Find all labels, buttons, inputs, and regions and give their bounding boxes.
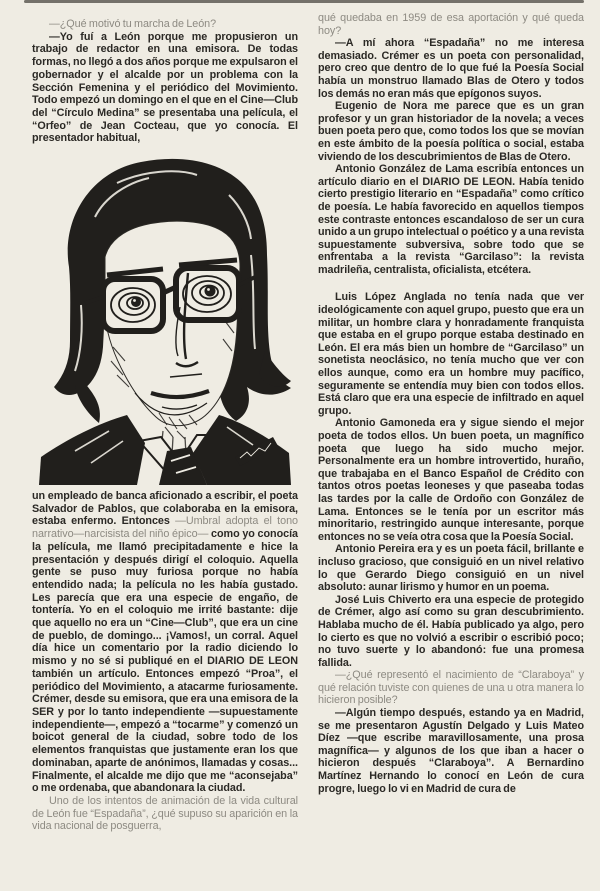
interviewer-question: Uno de los intentos de animación de la vida cultural de León fue “Espadaña”, ¿qué supuso su aparición en la vida nacional de posguerra, — [32, 794, 298, 833]
interviewer-question-continued: qué quedaba en 1959 de esa aportación y qué queda hoy? — [318, 12, 584, 37]
interviewee-answer: Antonio Pereira era y es un poeta fácil, brillante e incluso gracioso, que consiguió en un nivel relativo lo que Gerardo Diego consiguió en un nivel absoluto: aunar lirismo y humor en un poema. — [318, 543, 584, 594]
left-column — [32, 18, 298, 833]
interviewee-answer: José Luis Chiverto era una especie de protegido de Crémer, algo así como su gran descubrimiento. Hablaba mucho de él. Había publicado ya algo, pero lo cierto es que no volvió a escribir o escribió poco; no tuvo suerte y lo abandonó: fue una promesa fallida. — [318, 593, 584, 669]
answer-text: como yo conocía la película, me llamó precipitadamente e hice la presentación y después dirigí el coloquio. Aquella gente se puso muy furiosa porque no había entendido nada; la película no les había gustado. Les parecía que era una especie de engaño, de tontería. Yo en el coloquio me irrité bastante: dije que aquello no era un “Cine—Club”, que era un cine de pueblo, de domingo... ¡Vamos!, un corral. Aquel día hice un comentario por la radio diciendo lo mismo y no sé si publiqué en el DIARIO DE LEON también un artículo. Entonces empezó “Proa”, el periódico del Movimiento, a atacarme furiosamente. Crémer, desde su emisora, que era una emisora de la SER y por lo tanto independiente —supuestamente independiente—, empezó a “tocarme” y comenzó un boicot general de la ciudad, sobre todo de los elementos franquistas que justamente eran los que dominaban, aparte de anónimos, llamadas y cosas... Finalmente, el alcalde me dijo que me “aconsejaba” o me ordenaba, que abandonara la ciudad. — [32, 528, 298, 795]
answer-text: un empleado de banca aficionado a escribir, el poeta Salvador de Pablos, que colaboraba en la emisora, estaba enfermo. Entonces — [32, 490, 298, 528]
hair-flick-left — [75, 381, 100, 423]
interviewee-answer: —Yo fuí a León porque me propusieron un trabajo de redactor en una emisora. De todas formas, no llegó a dos años porque me expulsaron el gobernador y el alcalde por un problema con la Sección Femenina y el periódico del Movimiento. Todo empezó un domingo en el que en el Cine—Club del “Círculo Medina” se presentaba una película, el “Orfeo” de Jean Cocteau, que yo conocía. El presentador habitual, — [32, 30, 298, 145]
portrait-illustration — [39, 155, 291, 485]
interviewee-answer: Luis López Anglada no tenía nada que ver ideológicamente con aquel grupo, puesto que era un militar, un hombre clara y honradamente franquista que estaba en el grupo porque estaba destinado en León. El era más bien un hombre de “Garcilaso” un sonetista neoclásico, no tenía mucho que ver con ellos aunque, como era un hombre muy pacífico, seguramente se entendía muy bien con todos ellos. Está claro que era una especie de infiltrado en aquel grupo. — [318, 291, 584, 417]
interviewee-answer: Antonio González de Lama escribía entonces un artículo diario en el DIARIO DE LEON. Había tenido cierto prestigio literario en “Espadaña” como crítico de poesía. Le había favorecido en aquellos tiempos este contraste entonces escandaloso de ser un cura unido a un grupo intelectual o poético y a una revista supuestamente subversiva, sobre todo que se enfrentaba a la revista “Garcilaso”: la revista madrileña, centralista, oficialista, etcétera. — [318, 163, 584, 276]
interviewer-question: —¿Qué representó el nacimiento de “Claraboya” y qué relación tuviste con quienes de una u otra manera lo hicieron posible? — [318, 669, 584, 707]
right-pupil — [205, 286, 216, 297]
scan-edge-artifact — [24, 0, 584, 3]
narrator-aside: —Umbral adopta el tono narrativo—narcisista del niño épico— — [32, 515, 298, 541]
eye-glint — [133, 299, 136, 302]
interviewee-answer: —Algún tiempo después, estando ya en Madrid, se me presentaron Agustín Delgado y Luis Mateo Díez —que escribe maravillosamente, una prosa magnífica— y algunos de los que iban a hacer o hicieron después “Claraboya”. A Bernardino Martínez Hernando lo conocí en León de cura progre, luego lo vi en Madrid de cura de — [318, 707, 584, 795]
jacket-left — [39, 415, 145, 485]
left-pupil — [131, 297, 141, 307]
eye-glint — [207, 288, 210, 291]
interviewee-answer: Antonio Gamoneda era y sigue siendo el mejor poeta de todos ellos. Un buen poeta, un magnífico poeta que luego ha sido mucho mejor. Personalmente era un hombre introvertido, huraño, que trabajaba en el Banco Español de Crédito con tantos otros poetas leoneses y que paseaba todas las tardes por la calle de Ordoño con González de Lama. Entonces se le tenía por un escritor más minoritario, restringido aunque interesante, porque entonces no se veía otra cosa que la Poesía Social. — [318, 417, 584, 543]
interviewee-answer: Eugenio de Nora me parece que es un gran profesor y un gran historiador de la novela; a veces buen poeta pero que, como todos los que se movían en este ámbito de la poesía política o social, estaba viviendo de los descubrimientos de Blas de Otero. — [318, 100, 584, 163]
right-column — [318, 12, 584, 795]
interviewer-question: —¿Qué motivó tu marcha de León? — [49, 18, 217, 30]
portrait-ink-drawing — [39, 155, 291, 485]
interviewee-answer: —A mí ahora “Espadaña” no me interesa demasiado. Crémer es un poeta con personalidad, pero creo que dentro de lo que fué la Poesía Social había un monstruo llamado Blas de Otero y todos los demás no eran más que epígonos suyos. — [318, 37, 584, 100]
interviewee-answer-continued — [32, 490, 298, 795]
jacket-right — [193, 415, 291, 485]
